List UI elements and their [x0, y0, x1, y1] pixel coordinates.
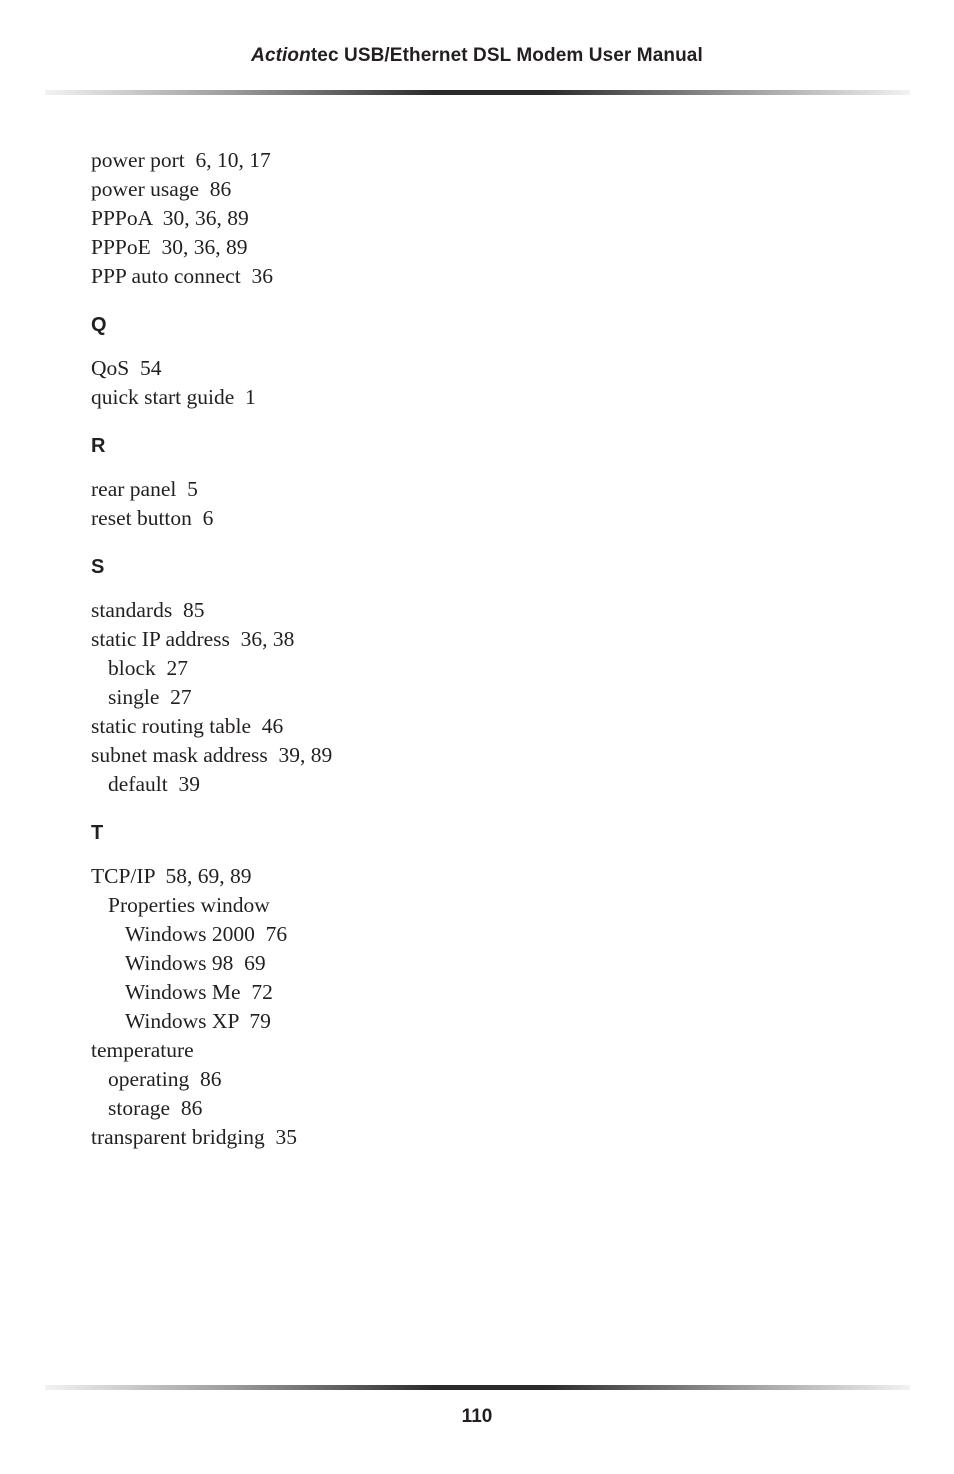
index-entry: rear panel 5	[91, 477, 198, 501]
index-letter-heading-t: T	[91, 822, 104, 844]
index-entry: standards 85	[91, 598, 205, 622]
running-header	[0, 45, 954, 67]
index-entry: PPP auto connect 36	[91, 264, 273, 288]
page-number: 110	[461, 1406, 493, 1427]
index-letter-heading-s: S	[91, 556, 105, 578]
footer-divider	[45, 1385, 910, 1390]
index-subentry: Properties window	[108, 893, 270, 917]
index-entry: TCP/IP 58, 69, 89	[91, 864, 252, 888]
index-entry: subnet mask address 39, 89	[91, 743, 333, 767]
index-subentry: storage 86	[108, 1096, 203, 1120]
header-brand-italic: Action	[251, 45, 311, 66]
index-subentry: block 27	[108, 656, 189, 680]
index-subsubentry: Windows Me 72	[125, 980, 273, 1004]
header-title-text: tec USB/Ethernet DSL Modem User Manual	[310, 45, 703, 66]
index-entry: quick start guide 1	[91, 385, 256, 409]
index-entry: static IP address 36, 38	[91, 627, 295, 651]
index-subsubentry: Windows 98 69	[125, 951, 266, 975]
index-entry: power usage 86	[91, 177, 232, 201]
index-entry: PPPoA 30, 36, 89	[91, 206, 249, 230]
index-subsubentry: Windows 2000 76	[125, 922, 288, 946]
index-subentry: single 27	[108, 685, 192, 709]
index-subsubentry: Windows XP 79	[125, 1009, 271, 1033]
index-subentry: operating 86	[108, 1067, 222, 1091]
index-letter-heading-q: Q	[91, 314, 107, 336]
index-entry: power port 6, 10, 17	[91, 148, 271, 172]
index-entry: QoS 54	[91, 356, 162, 380]
index-entry: reset button 6	[91, 506, 214, 530]
index-entry: PPPoE 30, 36, 89	[91, 235, 248, 259]
header-divider	[45, 90, 910, 95]
index-subentry: default 39	[108, 772, 200, 796]
index-entry: static routing table 46	[91, 714, 284, 738]
index-letter-heading-r: R	[91, 435, 106, 457]
index-entry: temperature	[91, 1038, 194, 1062]
index-list	[91, 146, 891, 1152]
index-entry: transparent bridging 35	[91, 1125, 297, 1149]
